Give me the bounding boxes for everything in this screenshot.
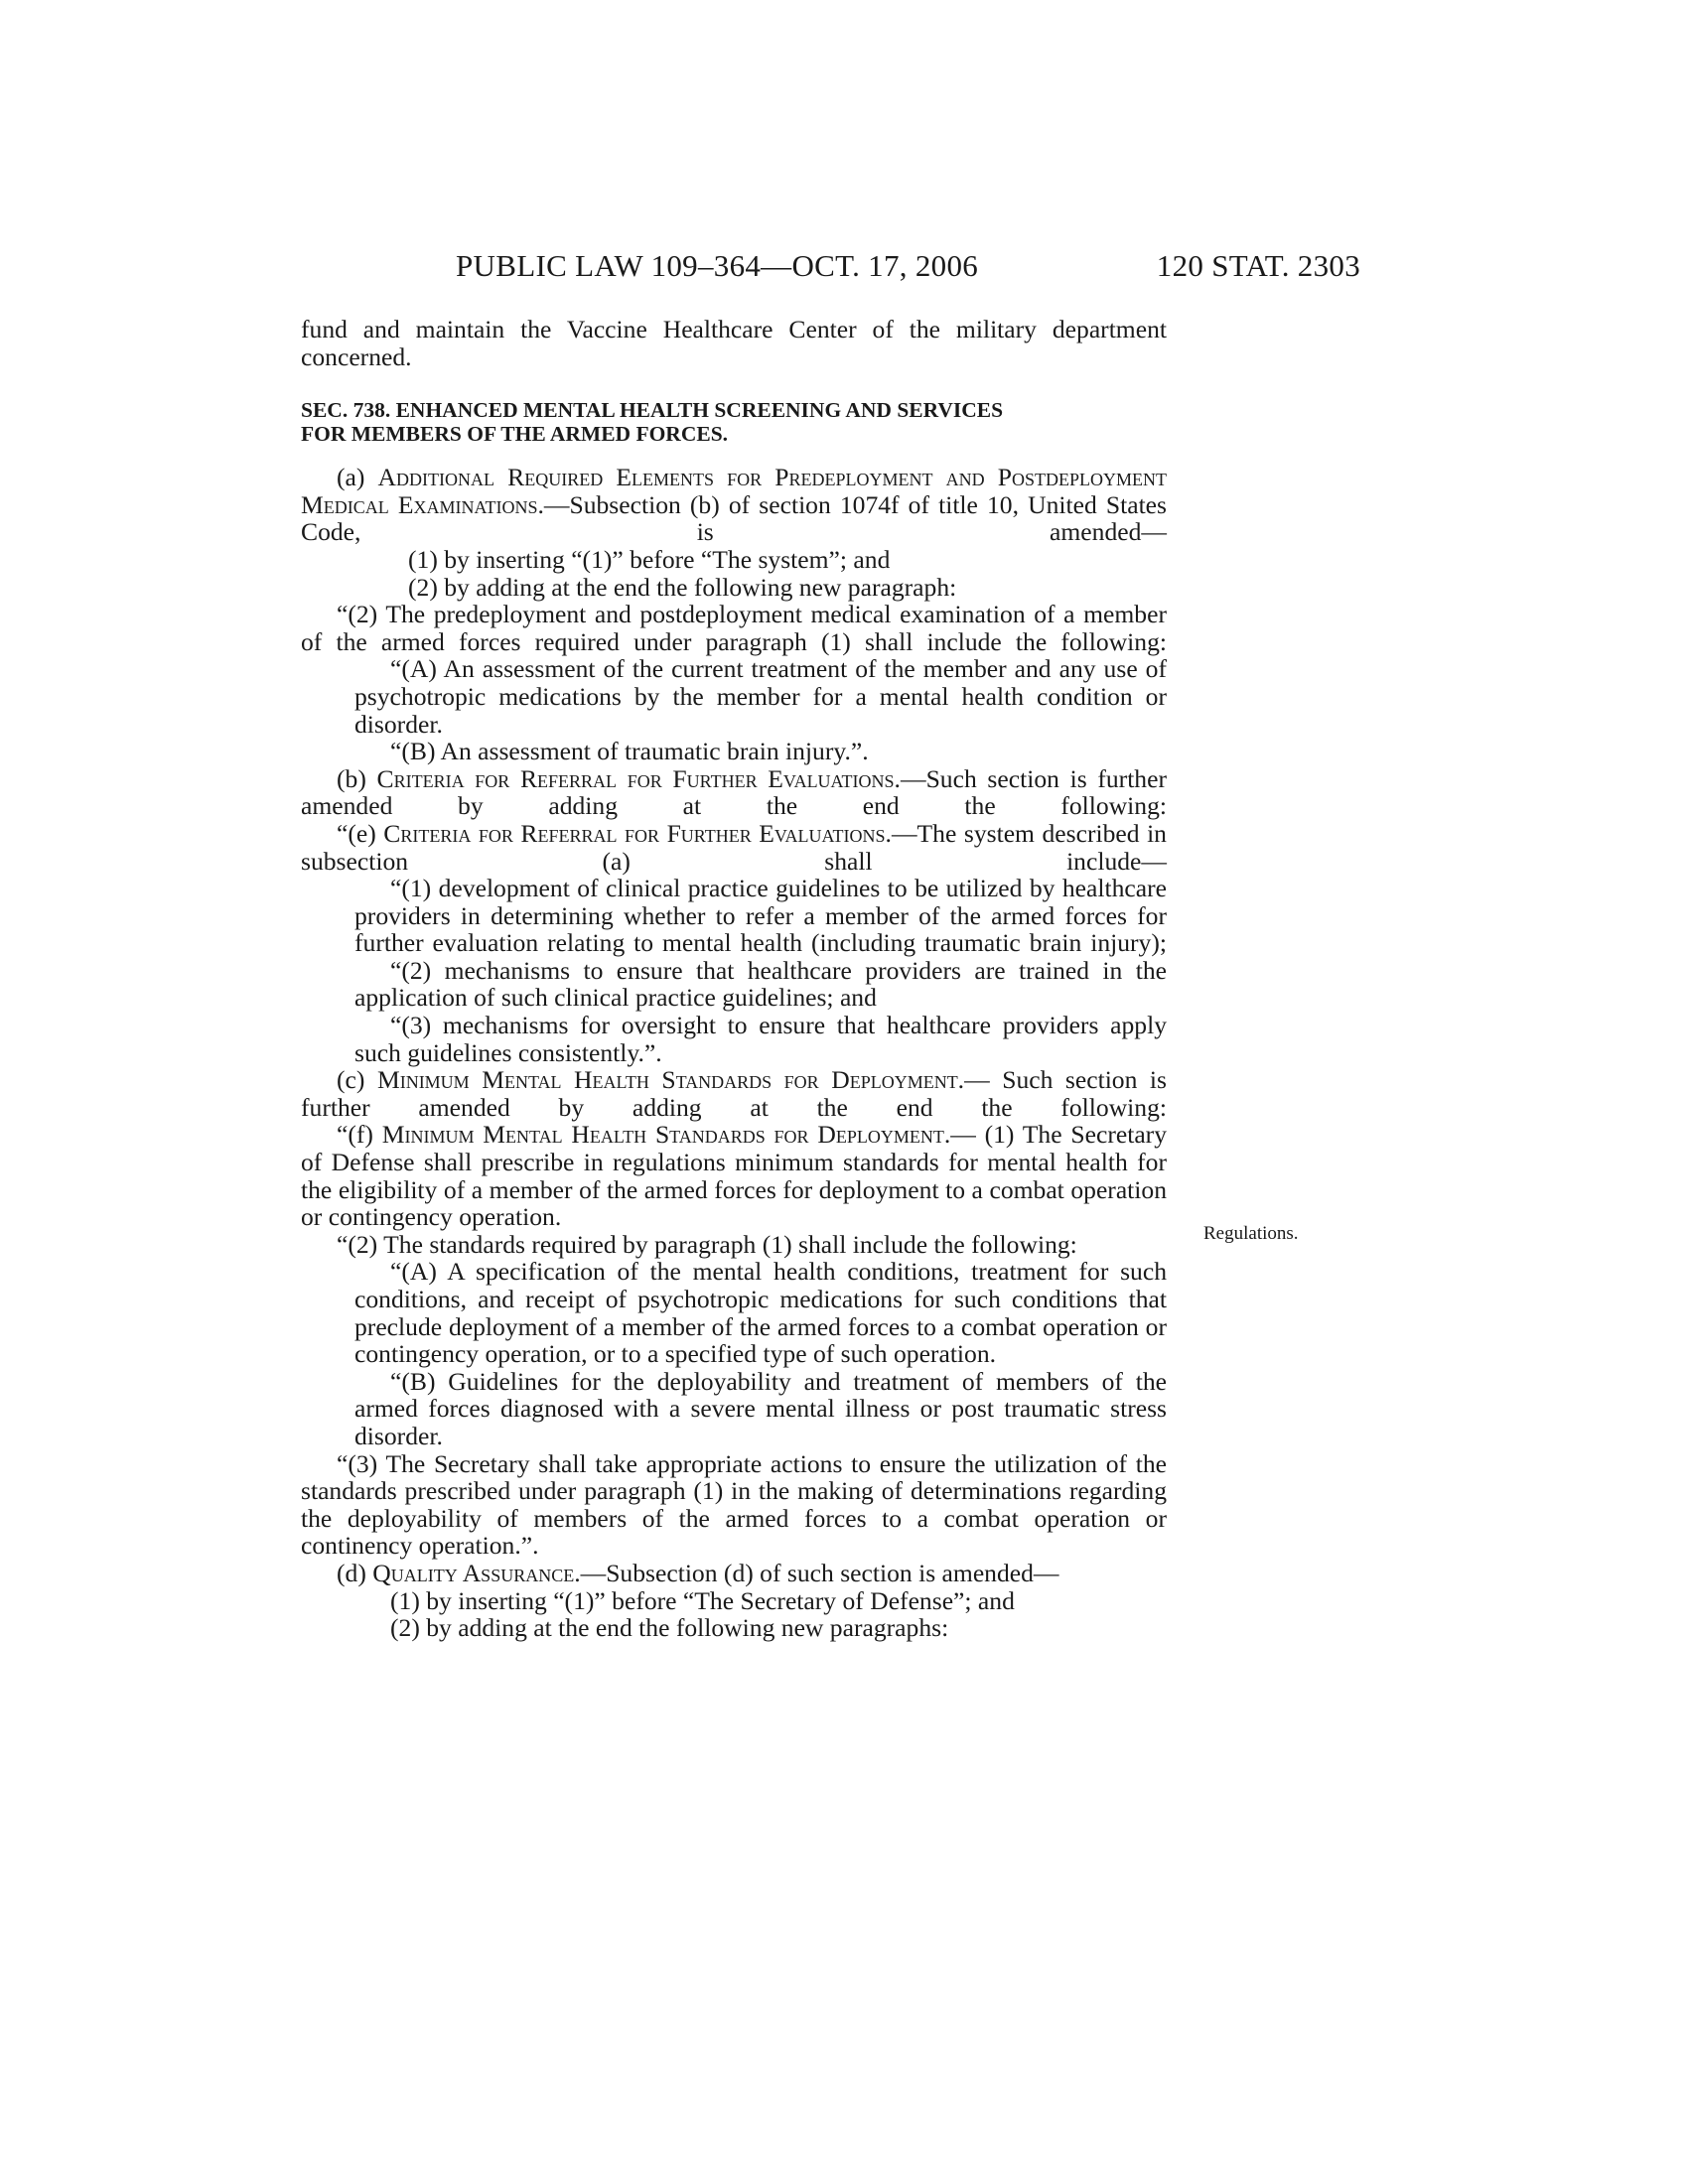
section-heading: [301, 398, 1167, 446]
quoted-subsection-e-1: “(1) development of clinical practice guidelines to be utilized by healthcare providers in determining whether to refer a member of the armed forces for further evaluation relating to mental health (including traumatic brain injury);: [354, 874, 1167, 958]
subsection-b-label: (b): [337, 763, 377, 793]
quoted-subsection-f-B: “(B) Guidelines for the deployability and treatment of members of the armed forces diagnosed with a severe mental illness or post traumatic stress disorder.: [354, 1366, 1167, 1450]
quoted-subsection-e: [301, 820, 1167, 875]
quoted-subsection-f-3: “(3) The Secretary shall take appropriate actions to ensure the utilization of the standards prescribed under paragraph (1) in the making of determinations regarding the deployability of members of the armed forces to a combat operation or continency operation.”.: [301, 1448, 1167, 1561]
quoted-subsection-f-text: — (1) The Secretary of Defense shall prescribe in regulations minimum standards for mental health for the eligibility of a member of the armed forces for deployment to a combat operation or contingency operation.: [301, 1120, 1167, 1232]
quoted-subsection-f-caption: Minimum Mental Health Standards for Deployment.: [381, 1120, 951, 1150]
subsection-d-caption: Quality Assurance.: [372, 1558, 581, 1587]
subsection-b-text: —Such section is further amended by adding at the end the following:: [301, 763, 1167, 821]
page-stat-number: 120 STAT. 2303: [1156, 248, 1360, 283]
subsection-a-quoted-A: “(A) An assessment of the current treatment of the member and any use of psychotropic medications by the member for a mental health condition or disorder.: [354, 654, 1167, 739]
subsection-a-text: —Subsection (b) of section 1074f of title 10, United States Code, is amended—: [301, 489, 1167, 547]
quoted-subsection-e-3: “(3) mechanisms for oversight to ensure that healthcare providers apply such guidelines consistently.”.: [354, 1011, 1167, 1067]
subsection-a-quoted-2: “(2) The predeployment and postdeployment medical examination of a member of the armed forces required under paragraph (1) shall include the following:: [301, 600, 1167, 656]
running-header-title: PUBLIC LAW 109–364—OCT. 17, 2006: [456, 248, 979, 283]
subsection-c-caption: Minimum Mental Health Standards for Deployment.: [376, 1065, 965, 1095]
subsection-a-caption: Additional Required Elements for Predeployment and Postdeployment Medical Examinations.: [301, 463, 1167, 519]
quoted-subsection-e-caption: Criteria for Referral for Further Evaluations.: [383, 818, 892, 848]
subsection-a-label: (a): [337, 463, 378, 492]
subsection-d-label: (d): [337, 1558, 373, 1587]
subsection-c: [301, 1066, 1167, 1121]
quoted-subsection-f-A: “(A) A specification of the mental health conditions, treatment for such conditions, and receipt of psychotropic medications for such conditions that preclude deployment of a member of the armed forces to a combat operation or contingency operation, or to a specified type of such operation.: [354, 1257, 1167, 1369]
quoted-subsection-e-text: —The system described in subsection (a) shall include—: [301, 818, 1167, 876]
subsection-c-label: (c): [337, 1065, 377, 1095]
quoted-subsection-e-label: “(e): [337, 818, 384, 848]
subsection-a: [301, 464, 1167, 546]
subsection-c-text: — Such section is further amended by adding at the end the following:: [301, 1065, 1167, 1122]
statute-text-column: [301, 316, 1167, 1642]
section-heading-line-1: SEC. 738. ENHANCED MENTAL HEALTH SCREENING AND SERVICES: [301, 398, 1004, 423]
paragraph-intro: fund and maintain the Vaccine Healthcare Center of the military department concerned.: [301, 315, 1167, 371]
subsection-a-quoted-B: “(B) An assessment of traumatic brain injury.”.: [390, 737, 869, 766]
subsection-d-item-1: (1) by inserting “(1)” before “The Secretary of Defense”; and: [390, 1585, 1015, 1615]
subsection-a-item-1: (1) by inserting “(1)” before “The system”; and: [408, 544, 891, 574]
quoted-subsection-e-2: “(2) mechanisms to ensure that healthcare providers are trained in the application of such clinical practice guidelines; and: [354, 955, 1167, 1013]
subsection-b: [301, 765, 1167, 820]
subsection-b-caption: Criteria for Referral for Further Evaluations.: [376, 763, 901, 793]
quoted-subsection-f-label: “(f): [337, 1120, 382, 1150]
quoted-subsection-f-2: “(2) The standards required by paragraph (1) shall include the following:: [337, 1229, 1077, 1259]
margin-note-regulations: Regulations.: [1203, 1223, 1299, 1244]
subsection-d: [301, 1560, 1167, 1587]
subsection-d-text: —Subsection (d) of such section is amended—: [580, 1558, 1059, 1587]
section-heading-line-2: FOR MEMBERS OF THE ARMED FORCES.: [301, 422, 729, 447]
subsection-d-item-2: (2) by adding at the end the following new paragraphs:: [390, 1613, 949, 1643]
quoted-subsection-f: [301, 1121, 1167, 1230]
subsection-a-item-2: (2) by adding at the end the following new paragraph:: [408, 572, 957, 602]
